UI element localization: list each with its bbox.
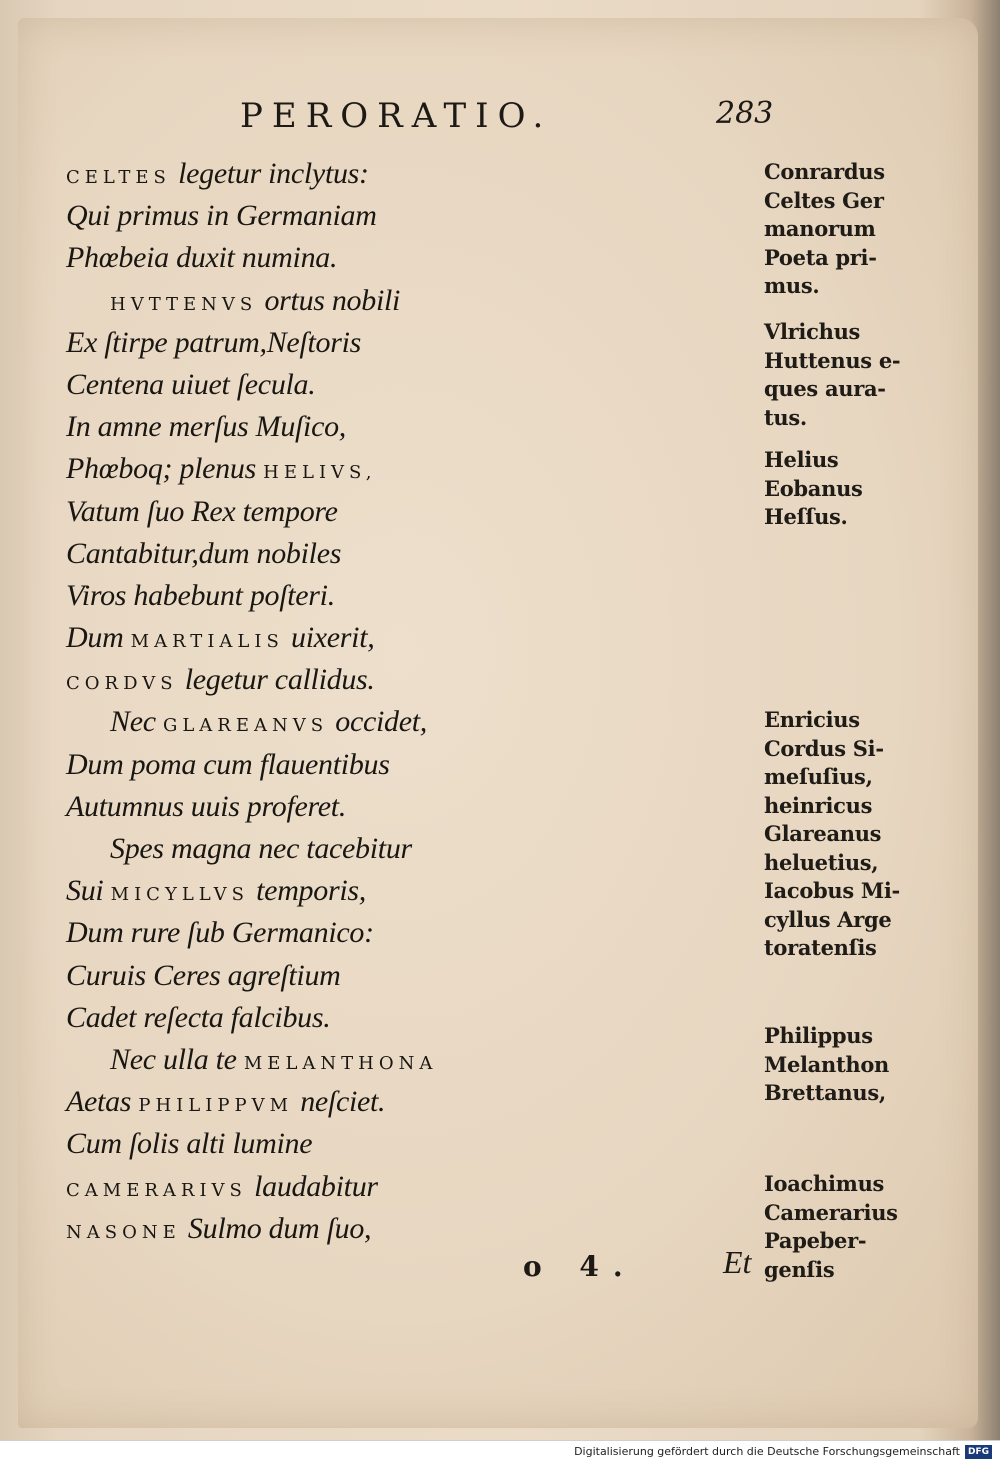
- marginal-note-line: Ioachimus: [764, 1171, 885, 1196]
- verse-text: uixerit,: [283, 621, 375, 655]
- verse-line: [66, 870, 726, 912]
- verse-line: [66, 280, 726, 322]
- verse-line: [66, 1081, 726, 1123]
- verse-text: Dum rure ſub Germanico:: [66, 916, 374, 950]
- verse-name-smallcaps: PHILIPPVM: [138, 1095, 293, 1117]
- verse-text: In amne merſus Muſico,: [66, 410, 347, 444]
- marginal-note-line: mus.: [764, 273, 820, 298]
- verse-text: Cantabitur,dum nobiles: [66, 536, 342, 570]
- verse-name-smallcaps: MARTIALIS: [130, 631, 284, 653]
- signature-mark: o 4.: [523, 1250, 637, 1283]
- verse-text: Phœbeia duxit numina.: [66, 241, 338, 275]
- verse-line: [66, 491, 726, 533]
- verse-text: Dum: [66, 621, 131, 655]
- verse-text: laudabitur: [246, 1169, 378, 1203]
- verse-name-smallcaps: MELANTHONA: [243, 1052, 438, 1074]
- verse-line: [66, 1166, 726, 1208]
- marginal-note-line: Cordus Si-: [764, 735, 884, 761]
- verse-line: [66, 659, 726, 701]
- verse-line: [66, 237, 726, 279]
- marginal-note-line: Iacobus Mi-: [764, 878, 900, 903]
- verse-text: temporis,: [248, 874, 366, 908]
- verse-text: Viros habebunt poſteri.: [66, 578, 335, 612]
- verse-line: [66, 701, 726, 743]
- verse-text: Qui primus in Germaniam: [66, 199, 377, 233]
- marginal-note-line: Melanthon: [764, 1051, 890, 1077]
- marginal-note-line: Papeber-: [764, 1228, 867, 1253]
- verse-text: Centena uiuet ſecula.: [66, 367, 316, 401]
- verse-line: [66, 786, 726, 828]
- marginal-note-line: Conrardus: [764, 159, 885, 184]
- marginal-note-line: Philippus: [764, 1023, 873, 1048]
- marginal-note-line: Camerarius: [764, 1199, 898, 1225]
- marginal-note: [764, 1170, 964, 1284]
- verse-line: [66, 153, 726, 195]
- verse-name-smallcaps: NASONE: [66, 1221, 181, 1243]
- verse-text: Vatum ſuo Rex tempore: [66, 494, 338, 528]
- marginal-note-line: ques aura-: [764, 376, 886, 401]
- marginal-note-line: toratenſis: [764, 935, 877, 960]
- marginal-note-line: Huttenus e-: [764, 347, 901, 373]
- verse-name-smallcaps: GLAREANVS: [162, 715, 329, 737]
- marginal-note-line: Enricius: [764, 707, 860, 732]
- catchword: Et: [723, 1244, 752, 1280]
- verse-text: Nec: [110, 705, 163, 739]
- verse-text: Phœboq; plenus: [66, 452, 264, 486]
- marginal-note-line: heinricus: [764, 792, 873, 818]
- verse-name-smallcaps: MICYLLVS: [110, 884, 249, 906]
- marginal-note: [764, 706, 964, 963]
- marginal-note: [764, 446, 964, 532]
- verse-text: legetur inclytus:: [170, 157, 369, 190]
- marginal-note-line: meſuſius,: [764, 764, 873, 789]
- verse-line: [66, 912, 726, 954]
- digitization-footer: [0, 1440, 1000, 1463]
- verse-text: occidet,: [328, 705, 427, 739]
- verse-text: legetur callidus.: [177, 663, 375, 697]
- verse-text: Dum poma cum flauentibus: [66, 747, 390, 781]
- verse-text: Curuis Ceres agreſtium: [66, 958, 341, 992]
- marginal-note-line: tus.: [764, 404, 807, 430]
- verse-line: [66, 448, 726, 490]
- verse-line: [66, 322, 726, 364]
- verse-text: neſciet.: [293, 1085, 386, 1119]
- running-head: PERORATIO.: [240, 96, 553, 136]
- verse-line: [66, 617, 726, 659]
- verse-text: Nec ulla te: [110, 1042, 244, 1076]
- verse-text: Autumnus uuis proferet.: [66, 789, 347, 823]
- marginal-note-line: genſis: [764, 1256, 835, 1282]
- verse-line: [66, 1208, 726, 1250]
- verse-name-smallcaps: CELTES: [66, 167, 171, 188]
- page-header: [18, 96, 978, 146]
- marginal-note-line: Vlrichus: [764, 319, 861, 344]
- marginal-note: [764, 158, 964, 301]
- marginal-note-line: Poeta pri-: [764, 244, 877, 270]
- verse-text: Cadet reſecta falcibus.: [66, 1000, 331, 1034]
- verse-line: [66, 364, 726, 406]
- marginal-note-line: Celtes Ger: [764, 187, 884, 213]
- verse-name-smallcaps: HELIVS,: [263, 462, 377, 484]
- marginal-note-line: cyllus Arge: [764, 906, 892, 932]
- verse-text: Sui: [66, 874, 111, 908]
- verse-line: [66, 828, 726, 870]
- verse-text: Ex ſtirpe patrum,Neſtoris: [66, 325, 361, 359]
- verse-block: [66, 153, 726, 1250]
- verse-line: [66, 533, 726, 575]
- verse-name-smallcaps: CAMERARIVS: [66, 1179, 247, 1201]
- marginal-note-line: Eobanus: [764, 475, 863, 501]
- verse-line: [66, 575, 726, 617]
- marginal-note-line: Heſſus.: [764, 504, 848, 529]
- marginal-note-line: manorum: [764, 216, 876, 241]
- verse-line: [66, 406, 726, 448]
- verse-text: Aetas: [66, 1085, 139, 1119]
- funding-credit: Digitalisierung gefördert durch die Deutsche Forschungsgemeinschaft: [574, 1445, 960, 1458]
- marginal-note: [764, 318, 964, 432]
- marginal-note: [764, 1022, 964, 1108]
- verse-line: [66, 955, 726, 997]
- marginal-note-line: Helius: [764, 447, 839, 472]
- marginal-note-line: heluetius,: [764, 849, 879, 875]
- marginal-note-line: Brettanus,: [764, 1080, 886, 1105]
- marginal-note-line: Glareanus: [764, 821, 882, 846]
- verse-name-smallcaps: CORDVS: [66, 673, 178, 695]
- book-page: [18, 18, 978, 1428]
- verse-name-smallcaps: HVTTENVS: [110, 293, 258, 315]
- verse-line: [66, 997, 726, 1039]
- dfg-logo: DFG: [965, 1445, 992, 1459]
- page-number: 283: [716, 96, 774, 131]
- verse-line: [66, 195, 726, 237]
- verse-line: [66, 1123, 726, 1165]
- verse-line: [66, 1039, 726, 1081]
- verse-text: Sulmo dum ſuo,: [180, 1211, 372, 1245]
- verse-line: [66, 744, 726, 786]
- verse-text: Spes magna nec tacebitur: [110, 832, 412, 865]
- verse-text: ortus nobili: [257, 283, 401, 317]
- verse-text: Cum ſolis alti lumine: [66, 1127, 313, 1161]
